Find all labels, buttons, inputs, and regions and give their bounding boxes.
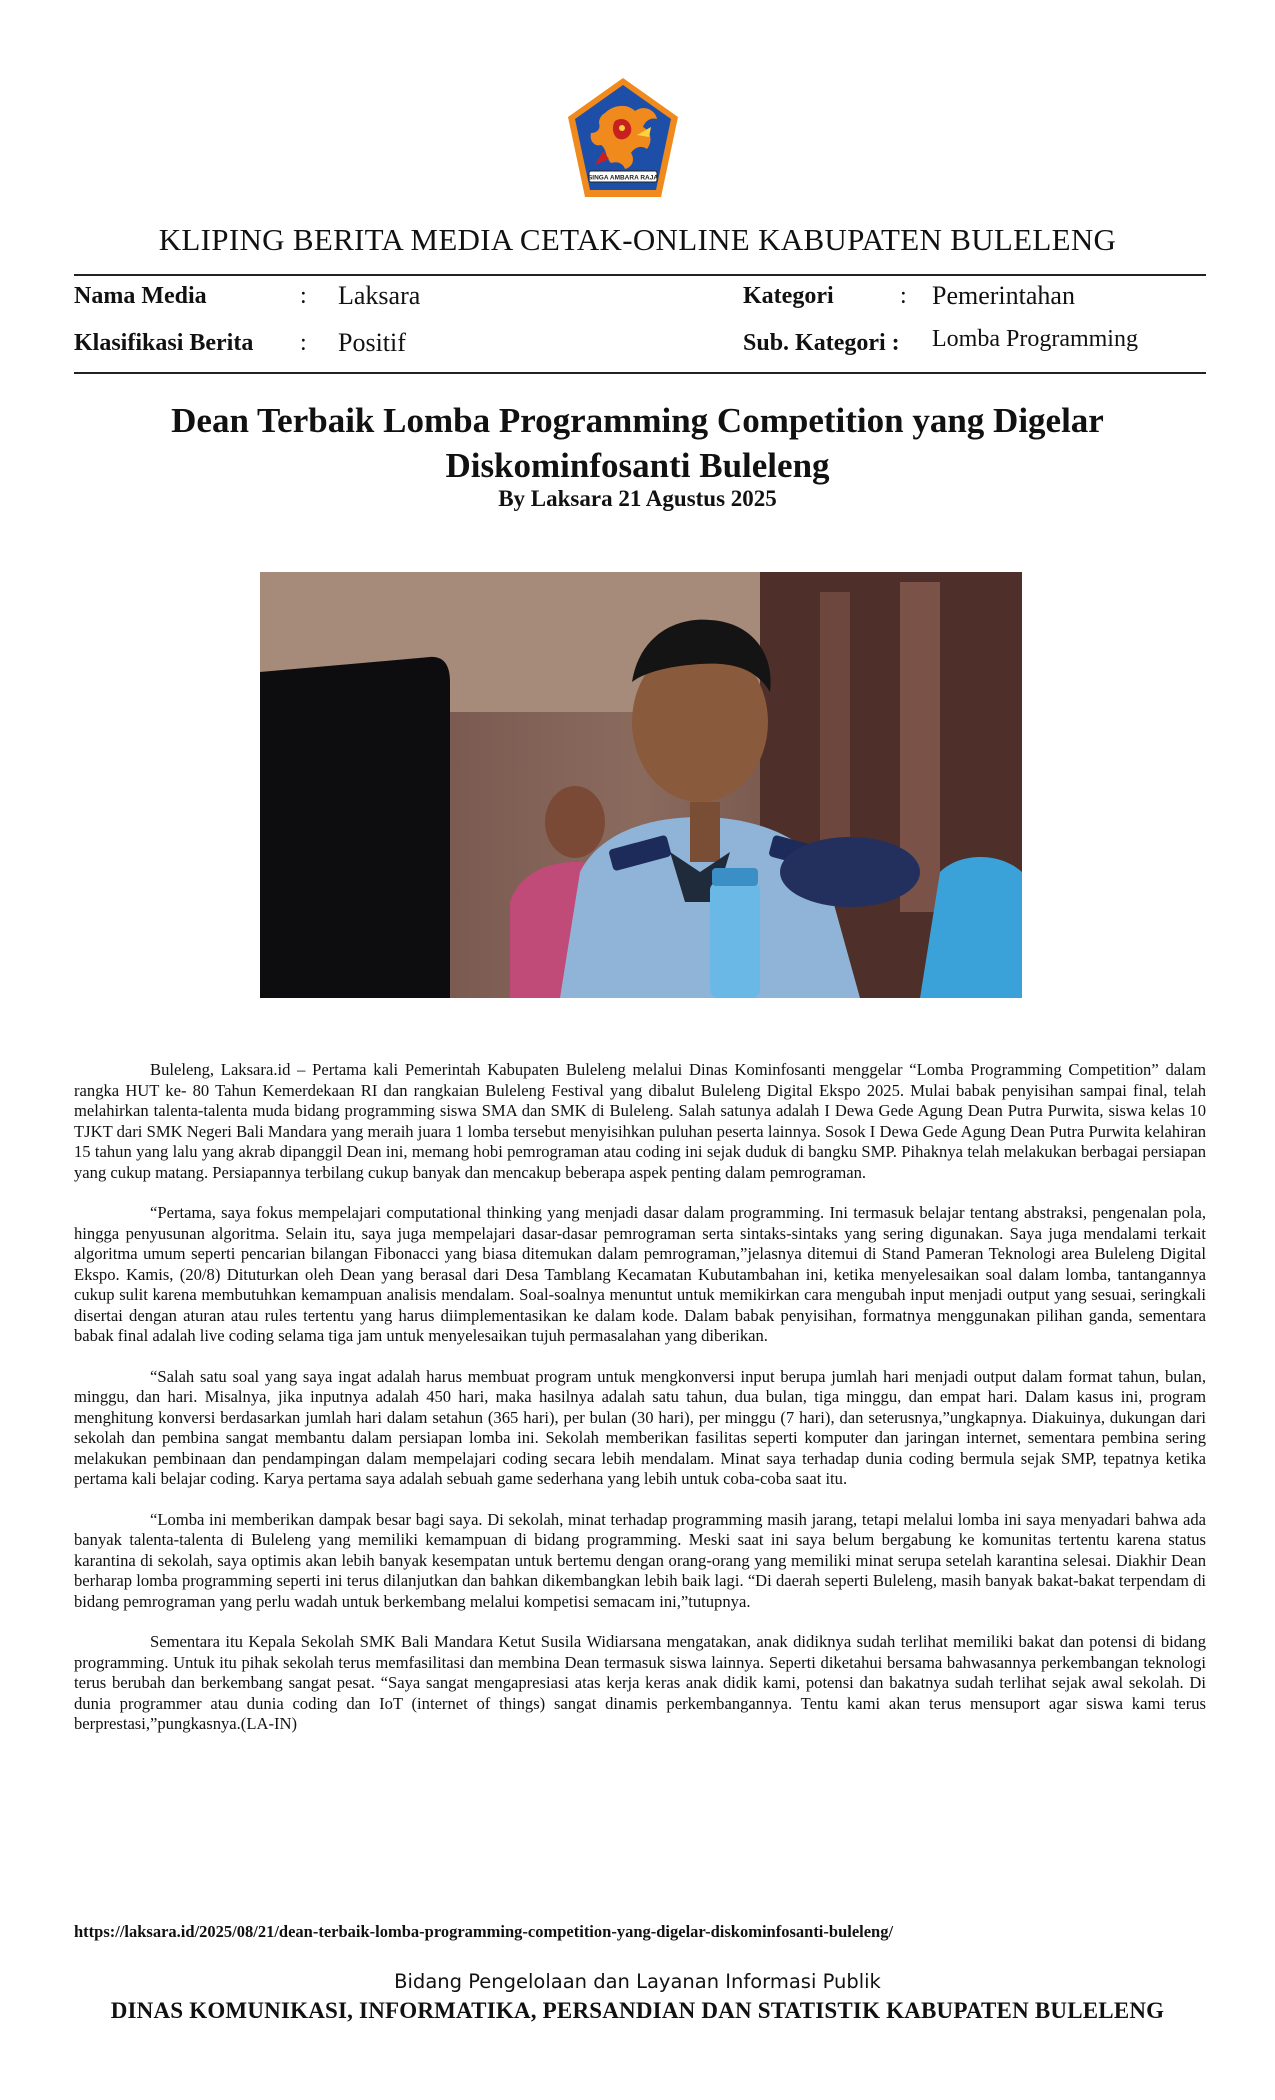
header-rule-top <box>74 274 1206 276</box>
klasifikasi-label: Klasifikasi Berita <box>74 330 254 356</box>
article-paragraph-3: “Salah satu soal yang saya ingat adalah harus membuat program untuk mengkonversi input berupa jumlah hari menjadi output dalam format tahun, bulan, minggu, dan hari. Misalnya, jika inputnya adalah 450 hari, maka hasilnya adalah satu tahun, dua bulan, tiga minggu, dan empat hari. Dalam kasus ini, program menghitung konversi berdasarkan jumlah hari dalam setahun (365 hari), per bulan (30 hari), per minggu (7 hari), dan seterusnya,”ungkapnya. Diakuinya, dukungan dari sekolah dan pembina sangat membantu dalam persiapan lomba ini. Sekolah memberikan fasilitas seperti komputer dan jaringan internet, sementara pembina sering melakukan pembinaan dan pendampingan dalam mempelajari coding secara lebih mendalam. Minat saya terhadap dunia coding bermula sejak SMP, tepatnya ketika pertama kali belajar coding. Karya pertama saya adalah sebuah game sederhana yang lebih untuk coba-coba saat itu. <box>74 1366 1206 1488</box>
article-photo <box>260 572 1022 998</box>
header-rule-bottom <box>74 372 1206 374</box>
media-label: Nama Media <box>74 283 207 309</box>
kategori-colon: : <box>900 283 907 309</box>
klasifikasi-colon: : <box>300 330 307 356</box>
article-paragraph-1: Buleleng, Laksara.id – Pertama kali Pemerintah Kabupaten Buleleng melalui Dinas Kominfosanti menggelar “Lomba Programming Competition” dalam rangka HUT ke- 80 Tahun Kemerdekaan RI dan rangkaian Buleleng Festival yang dibalut Buleleng Digital Ekspo 2025. Mulai babak penyisihan sampai final, telah melahirkan talenta-talenta muda bidang programming siswa SMA dan SMK di Buleleng. Salah satunya adalah I Dewa Gede Agung Dean Putra Purwita, siswa kelas 10 TJKT dari SMK Negeri Bali Mandara yang meraih juara 1 lomba tersebut menyisihkan puluhan peserta lainnya. Sosok I Dewa Gede Agung Dean Putra Purwita kelahiran 15 tahun yang lalu yang akrab dipanggil Dean ini, memang hobi pemrograman atau coding ini sejak duduk di bangku SMP. Pihaknya telah melakukan berbagai persiapan yang cukup matang. Persiapannya terbilang cukup banyak dan mencakup beberapa aspek penting dalam pemrograman. <box>74 1060 1206 1182</box>
article-paragraph-5: Sementara itu Kepala Sekolah SMK Bali Mandara Ketut Susila Widiarsana mengatakan, anak didiknya sudah terlihat memiliki bakat dan potensi di bidang programming. Untuk itu pihak sekolah terus memfasilitasi dan membina Dean termasuk siswa lainnya. Seperti diketahui bersama bahwasannya perkembangan teknologi terus berubah dan berkembang sangat pesat. “Saya sangat mengapresiasi atas kerja keras anak didik kami, potensi dan bakatnya sudah terlihat sejak awal sekolah. Di dunia programmer atau dunia coding dan IoT (internet of things) sangat dinamis perkembangannya. Tentu kami akan terus mensuport agar siswa kami terus berprestasi,”pungkasnya.(LA-IN) <box>74 1632 1206 1733</box>
footer-division: Bidang Pengelolaan dan Layanan Informasi Publik <box>394 1970 881 1993</box>
kategori-value: Pemerintahan <box>932 281 1075 310</box>
kategori-label: Kategori <box>743 283 834 309</box>
article-headline: Dean Terbaik Lomba Programming Competition yang Digelar Diskominfosanti Buleleng <box>171 401 1104 485</box>
document-header-title: KLIPING BERITA MEDIA CETAK-ONLINE KABUPATEN BULELENG <box>158 222 1117 257</box>
buleleng-crest-logo <box>565 75 681 201</box>
article-byline: By Laksara 21 Agustus 2025 <box>498 486 777 511</box>
footer-agency: DINAS KOMUNIKASI, INFORMATIKA, PERSANDIAN DAN STATISTIK KABUPATEN BULELENG <box>110 1998 1165 2023</box>
article-paragraph-4: “Lomba ini memberikan dampak besar bagi saya. Di sekolah, minat terhadap programming masih jarang, tetapi melalui lomba ini saya menyadari bahwa ada banyak talenta-talenta di Buleleng yang memiliki kemampuan di bidang programming. Meski saat ini saya belum bergabung ke komunitas tertentu karena status karantina di sekolah, saya optimis akan lebih banyak kesempatan untuk bertemu dengan orang-orang yang memiliki minat serupa setelah karantina selesai. Diakhir Dean berharap lomba programming seperti ini terus dilanjutkan dan bahkan dikembangkan lebih baik lagi. “Di daerah seperti Buleleng, masih banyak bakat-bakat terpendam di bidang pemrograman yang perlu wadah untuk berkembang melalui kompetisi semacam ini,”tutupnya. <box>74 1509 1206 1611</box>
subkategori-value: Lomba Programming <box>932 326 1138 352</box>
media-colon: : <box>300 283 307 309</box>
logo-text: SINGA AMBARA RAJA <box>587 174 659 182</box>
media-value: Laksara <box>338 281 421 310</box>
subkategori-label: Sub. Kategori : <box>743 330 900 356</box>
source-url-link[interactable]: https://laksara.id/2025/08/21/dean-terbaik-lomba-programming-competition-yang-digelar-diskominfosanti-buleleng/ <box>74 1922 894 1941</box>
klasifikasi-value: Positif <box>338 328 406 357</box>
article-paragraph-2: “Pertama, saya fokus mempelajari computational thinking yang menjadi dasar dalam programming. Ini termasuk belajar tentang abstraksi, pengenalan pola, hingga penyusunan algoritma. Selain itu, saya juga mempelajari dasar-dasar pemrograman serta sintaks-sintaks yang sering digunakan. Saya juga mendalami terkait algoritma umum seperti pencarian bilangan Fibonacci yang biasa ditemukan dalam pemrograman,”jelasnya ditemui di Stand Pameran Teknologi area Buleleng Digital Ekspo. Kamis, (20/8) Dituturkan oleh Dean yang berasal dari Desa Tamblang Kecamatan Kubutambahan ini, ketika menyelesaikan soal dalam lomba, tantangannya cukup sulit karena membutuhkan kemampuan analisis mendalam. Soal-soalnya menuntut untuk memikirkan cara mengubah input menjadi output yang sesuai, seringkali disertai dengan aturan atau rules tertentu yang harus diimplementasikan ke dalam kode. Dalam babak penyisihan, formatnya menggunakan pilihan ganda, sementara babak final adalah live coding selama tiga jam untuk menyelesaikan tujuh permasalahan yang diberikan. <box>74 1203 1206 1345</box>
article-body <box>74 1060 1206 1755</box>
